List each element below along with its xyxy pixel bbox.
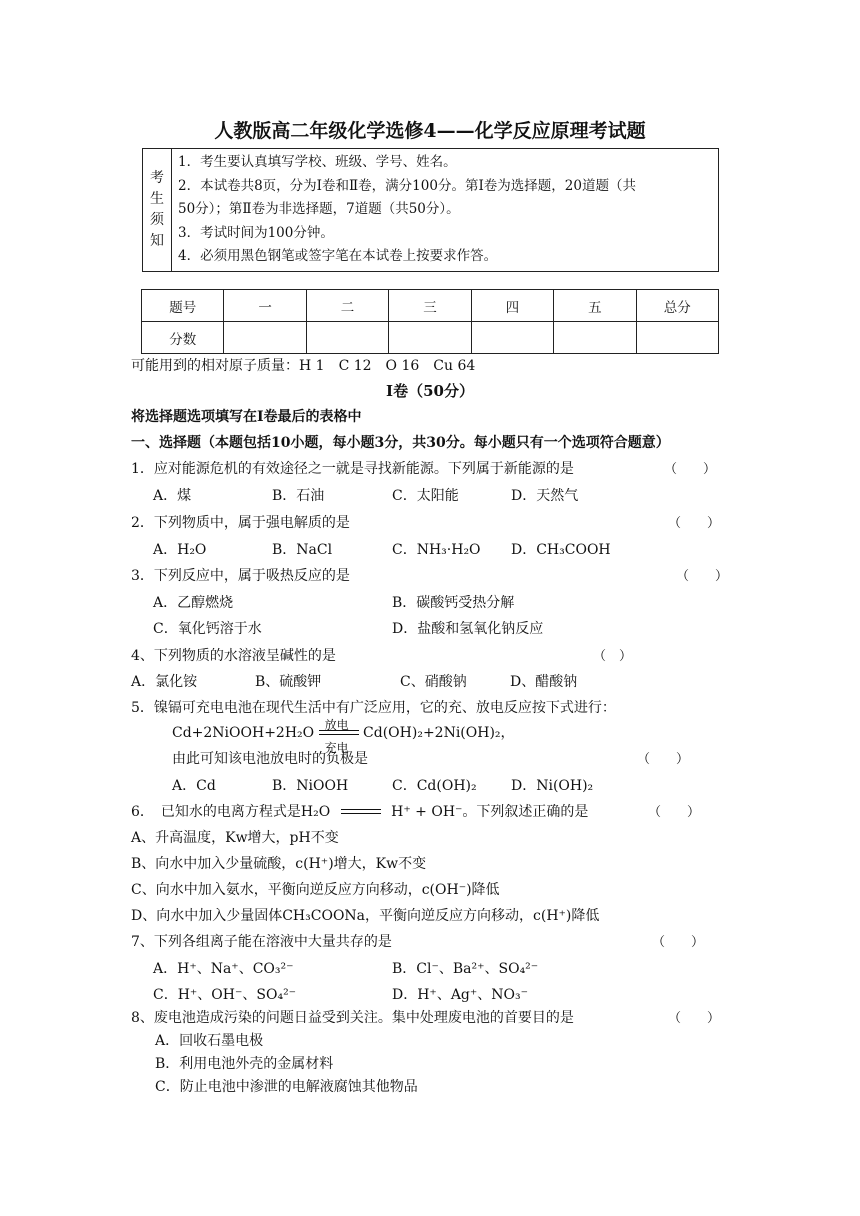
q8-stem: 8、废电池造成污染的问题日益受到关注。集中处理废电池的首要目的是 [131,1010,574,1026]
q1-option-a: A．煤 [153,488,192,504]
q5-option-a: A．Cd [172,778,216,794]
notice-line: 4．必须用黑色钢笔或签字笔在本试卷上按要求作答。 [178,248,498,264]
q5-equation [172,718,515,755]
q5-equation-right: Cd(OH)₂+2Ni(OH)₂， [363,725,515,741]
q7-option-c: C．H⁺、OH⁻、SO₄²⁻ [153,987,297,1003]
q6-option-c: C、向水中加入氨水，平衡向逆反应方向移动，c(OH⁻)降低 [131,882,500,898]
q2-option-c: C．NH₃·H₂O [392,542,481,558]
q6-answer-blank[interactable]: （ ） [648,805,701,820]
part1-title: 一、选择题（本题包括10小题，每小题3分，共30分。每小题只有一个选项符合题意） [131,435,670,451]
q2-option-d: D．CH₃COOH [511,542,611,558]
notice-label-char: 须 [150,211,164,228]
notice-box [142,148,719,272]
q4-option-b: B、硫酸钾 [255,674,322,690]
q6-stem-b: H⁺ + OH⁻。下列叙述正确的是 [391,804,589,820]
q7-option-a: A．H⁺、Na⁺、CO₃²⁻ [153,961,294,977]
q2-stem: 2．下列物质中，属于强电解质的是 [131,515,350,531]
q7-option-b: B．Cl⁻、Ba²⁺、SO₄²⁻ [392,961,539,977]
notice-label-char: 知 [150,232,164,249]
score-header: 一 [224,290,306,322]
q6-option-b: B、向水中加入少量硫酸，c(H⁺)增大，Kw不变 [131,856,427,872]
q6-option-a: A、升高温度，Kw增大，pH不变 [131,830,339,846]
q3-option-b: B．碳酸钙受热分解 [392,595,515,611]
q1-option-d: D．天然气 [511,488,579,504]
q1-answer-blank[interactable]: （ ） [664,462,717,477]
q4-option-c: C、硝酸钠 [400,674,467,690]
q8-answer-blank[interactable]: （ ） [668,1011,721,1026]
q6-stem-a: 6． 已知水的电离方程式是H₂O [131,804,331,820]
q3-option-c: C．氧化钙溶于水 [153,621,262,637]
notice-line: 50分）；第Ⅱ卷为非选择题，7道题（共50分）。 [178,201,460,217]
q7-answer-blank[interactable]: （ ） [652,935,705,950]
notice-label-char: 生 [150,190,164,207]
q5-option-b: B．NiOOH [272,778,349,794]
score-row-label: 分数 [142,322,224,354]
q2-option-a: A．H₂O [153,542,207,558]
q4-stem: 4、下列物质的水溶液呈碱性的是 [131,648,336,664]
page-title: 人教版高二年级化学选修4——化学反应原理考试题 [214,120,646,142]
q5-option-c: C．Cd(OH)₂ [392,778,477,794]
q1-option-b: B．石油 [272,488,325,504]
notice-line: 2．本试卷共8页，分为Ⅰ卷和Ⅱ卷，满分100分。第Ⅰ卷为选择题，20道题（共 [178,177,636,194]
notice-label-char: 考 [150,169,164,186]
score-header: 题号 [142,290,224,322]
q5-sub-stem: 由此可知该电池放电时的负极是 [172,751,368,767]
score-header: 五 [554,290,636,322]
q1-stem: 1．应对能源危机的有效途径之一就是寻找新能源。下列属于新能源的是 [131,461,574,477]
q4-option-d: D、醋酸钠 [510,674,578,690]
q5-equation-left: Cd+2NiOOH+2H₂O [172,725,315,741]
score-cell[interactable] [224,322,306,354]
q8-option-b: B．利用电池外壳的金属材料 [155,1056,334,1072]
q2-answer-blank[interactable]: （ ） [668,516,721,531]
atomic-masses: 可能用到的相对原子质量：H 1 C 12 O 16 Cu 64 [131,358,476,374]
q8-option-c: C．防止电池中渗泄的电解液腐蚀其他物品 [155,1079,418,1095]
q2-option-b: B．NaCl [272,542,333,558]
section-title: I卷（50分） [386,382,474,400]
score-cell[interactable] [554,322,636,354]
q8-option-a: A．回收石墨电极 [155,1033,264,1049]
score-cell[interactable] [389,322,471,354]
q3-stem: 3．下列反应中，属于吸热反应的是 [131,568,350,584]
q7-stem: 7、下列各组离子能在溶液中大量共存的是 [131,934,392,950]
q6-stem [131,801,588,821]
notice-line: 3．考试时间为100分钟。 [178,224,334,241]
q3-option-d: D．盐酸和氢氧化钠反应 [392,621,544,637]
q5-answer-blank[interactable]: （ ） [637,752,690,767]
score-header: 三 [389,290,471,322]
q5-equation-arrow [319,718,359,755]
notice-line: 1．考生要认真填写学校、班级、学号、姓名。 [178,154,457,170]
q7-option-d: D．H⁺、Ag⁺、NO₃⁻ [392,987,529,1003]
q3-option-a: A．乙醇燃烧 [153,595,234,611]
score-header: 四 [471,290,553,322]
score-table [141,289,719,354]
score-cell[interactable] [471,322,553,354]
q5-stem: 5．镍镉可充电电池在现代生活中有广泛应用，它的充、放电反应按下式进行： [131,700,616,716]
score-cell[interactable] [306,322,388,354]
score-header: 二 [306,290,388,322]
q6-option-d: D、向水中加入少量固体CH₃COONa，平衡向逆反应方向移动，c(H⁺)降低 [131,908,600,924]
q5-arrow-bottom-label: 充电 [324,741,349,755]
equilibrium-arrow-icon [341,805,381,819]
q5-option-d: D．Ni(OH)₂ [511,778,594,794]
q4-answer-blank[interactable]: （ ） [593,649,633,664]
notice-content [172,149,719,272]
q5-arrow-top-label: 放电 [324,718,349,732]
score-cell[interactable] [636,322,718,354]
q1-option-c: C．太阳能 [392,488,459,504]
instruction: 将选择题选项填写在Ⅰ卷最后的表格中 [131,409,362,425]
q3-answer-blank[interactable]: （ ） [676,569,729,584]
notice-label [143,149,172,272]
score-header: 总分 [636,290,718,322]
q4-option-a: A．氯化铵 [131,674,198,690]
